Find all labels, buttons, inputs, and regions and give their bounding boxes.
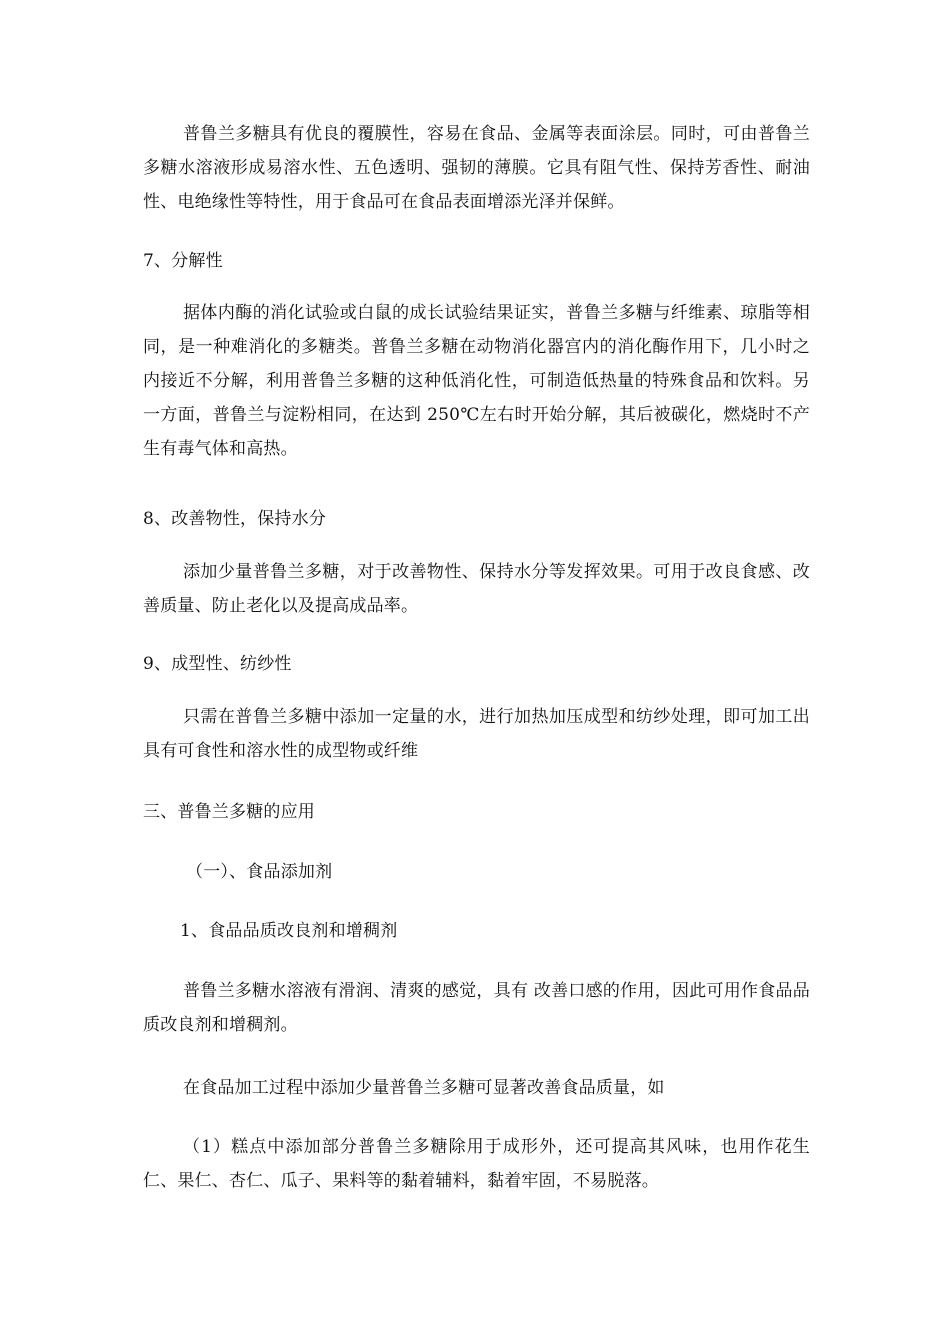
heading-decomposition: 7、分解性: [143, 251, 223, 271]
heading-forming: 9、成型性、纺纱性: [143, 654, 292, 674]
paragraph-quality-improver: 普鲁兰多糖水溶液有滑润、清爽的感觉，具有 改善口感的作用，因此可用作食品品质改良剂和增稠剂。: [143, 981, 810, 1035]
heading-applications: 三、普鲁兰多糖的应用: [143, 802, 315, 822]
paragraph-decomposition: 据体内酶的消化试验或白鼠的成长试验结果证实，普鲁兰多糖与纤维素、琼脂等相同，是一种难消化的多糖类。普鲁兰多糖在动物消化器宫内的消化酶作用下，几小时之内接近不分解，利用普鲁兰多糖的这种低消化性，可制造低热量的特殊食品和饮料。另一方面，普鲁兰与淀粉相同，在达到 250℃左右时开始分解，其后被碳化，燃烧时不产生有毒气体和高热。: [143, 303, 810, 459]
paragraph-food-processing: 在食品加工过程中添加少量普鲁兰多糖可显著改善食品质量，如: [183, 1078, 665, 1098]
paragraph-film-forming: 普鲁兰多糖具有优良的覆膜性，容易在食品、金属等表面涂层。同时，可由普鲁兰多糖水溶液形成易溶水性、五色透明、强韧的薄膜。它具有阻气性、保持芳香性、耐油性、电绝缘性等特性，用于食品可在食品表面增添光泽并保鲜。: [143, 124, 810, 212]
heading-moisture: 8、改善物性，保持水分: [143, 509, 327, 529]
paragraph-moisture: 添加少量普鲁兰多糖，对于改善物性、保持水分等发挥效果。可用于改良食感、改善质量、防止老化以及提高成品率。: [143, 562, 810, 616]
paragraph-forming: 只需在普鲁兰多糖中添加一定量的水，进行加热加压成型和纺纱处理，即可加工出具有可食性和溶水性的成型物或纤维: [143, 707, 810, 761]
heading-food-additives: （一）、食品添加剂: [186, 862, 333, 882]
heading-quality-improver: 1、食品品质改良剂和增稠剂: [180, 921, 398, 941]
paragraph-pastry: （1）糕点中添加部分普鲁兰多糖除用于成形外，还可提高其风味，也用作花生仁、果仁、杏仁、瓜子、果料等的黏着辅料，黏着牢固，不易脱落。: [143, 1137, 810, 1191]
